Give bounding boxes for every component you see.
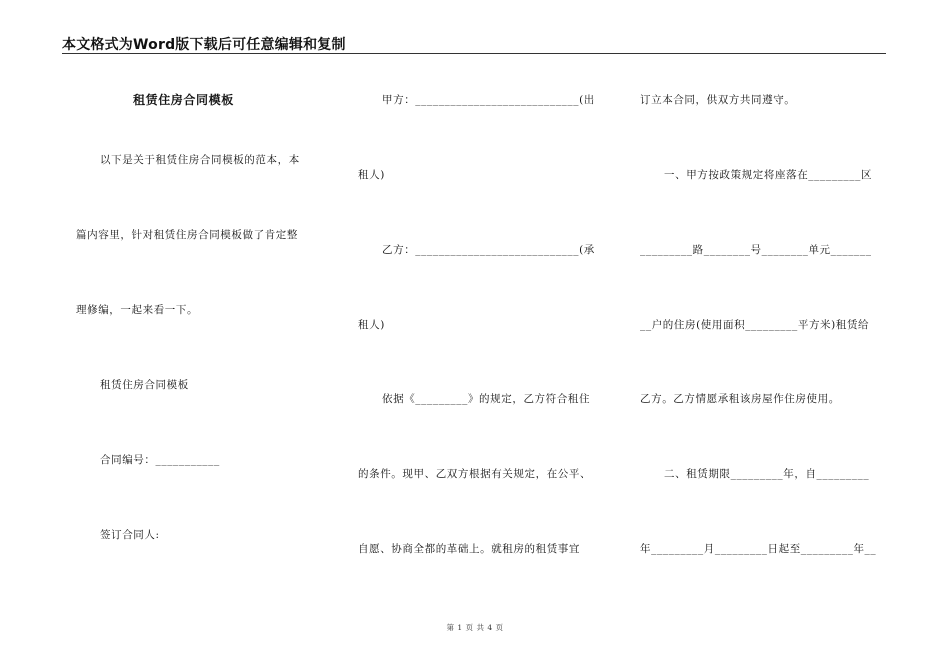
- paragraph-line: 篇内容里，针对租赁住房合同模板做了肯定整: [76, 229, 298, 241]
- clause-line: __户的住房(使用面积_________平方米)租赁给: [640, 319, 870, 331]
- paragraph-line: 订立本合同，供双方共同遵守。: [640, 94, 796, 106]
- clause-line: 二、租赁期限_________年，自_________: [664, 468, 870, 480]
- paragraph-line: 以下是关于租赁住房合同模板的范本，本: [100, 154, 300, 166]
- paragraph-line: 理修编，一起来看一下。: [76, 304, 199, 316]
- contract-number-line: 合同编号：___________: [100, 454, 220, 466]
- paragraph-line: 依据《_________》的规定，乙方符合租住: [382, 393, 591, 405]
- document-title: 租赁住房合同模板: [133, 93, 234, 107]
- header-divider: [62, 53, 886, 54]
- clause-line: 一、甲方按政策规定将座落在_________区: [664, 169, 873, 181]
- party-a-role: 租人): [358, 169, 385, 181]
- clause-line: _________路________号________单元_______: [640, 244, 872, 256]
- section-heading: 租赁住房合同模板: [100, 379, 189, 391]
- paragraph-line: 的条件。现甲、乙双方根据有关规定，在公平、: [358, 468, 592, 480]
- document-banner: 本文格式为Word版下载后可任意编辑和复制: [62, 37, 346, 53]
- clause-line: 乙方。乙方情愿承租该房屋作住房使用。: [640, 393, 840, 405]
- party-a-line: 甲方：____________________________(出: [382, 94, 595, 106]
- page-indicator: 第 1 页 共 4 页: [446, 623, 504, 632]
- paragraph-line: 自愿、协商全都的革础上。就租房的租赁事宜: [358, 543, 580, 555]
- signatories-line: 签订合同人:: [100, 529, 160, 541]
- party-b-role: 租人): [358, 319, 385, 331]
- party-b-line: 乙方：____________________________(承: [382, 244, 595, 256]
- clause-line: 年_________月_________日起至_________年__: [640, 543, 877, 555]
